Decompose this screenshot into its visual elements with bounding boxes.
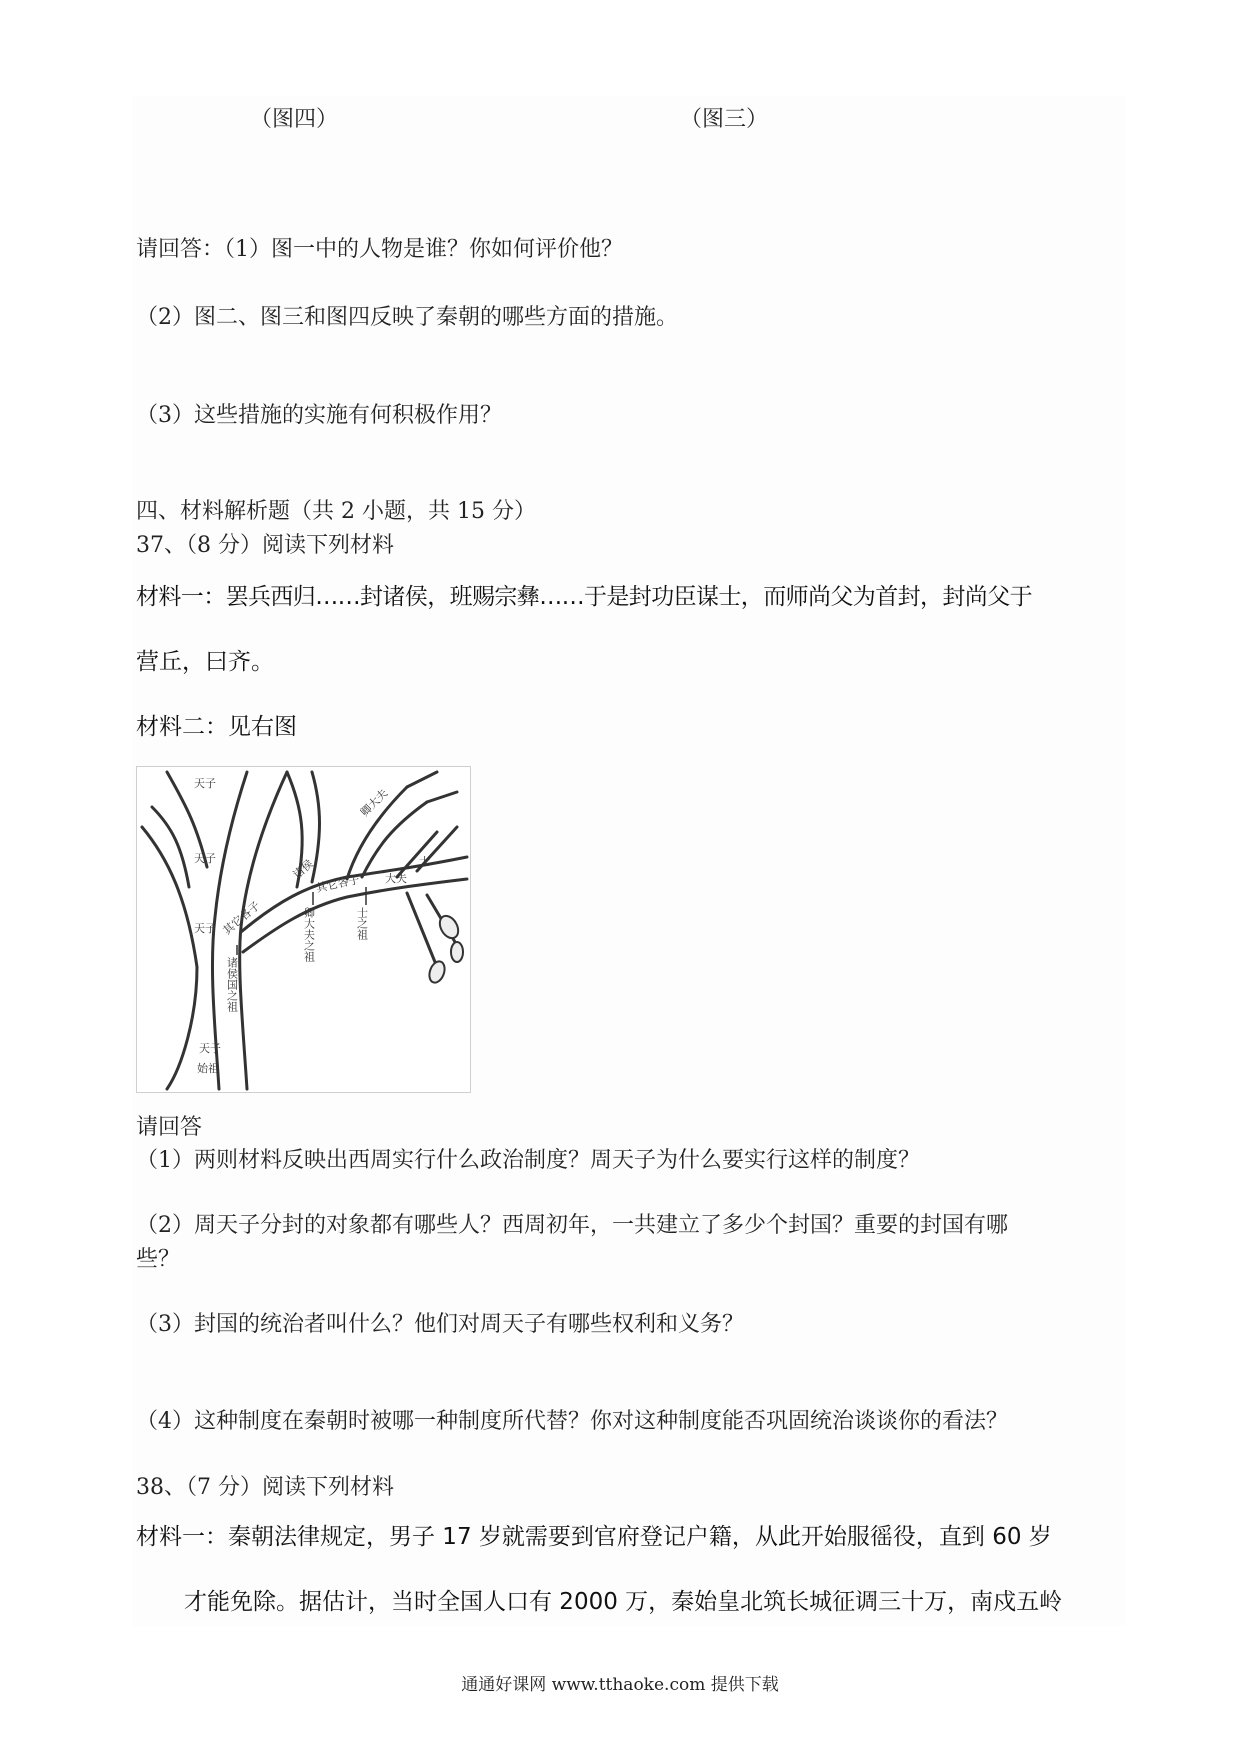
trunk-right-edge xyxy=(240,772,287,1089)
tree-drawing xyxy=(137,767,470,1092)
leaves xyxy=(427,913,463,985)
label-tianzi-2: 天子 xyxy=(194,852,216,865)
section-4-heading: 四、材料解析题（共 2 小题，共 15 分） xyxy=(136,499,536,524)
q37-sub2-line2: 些？ xyxy=(136,1247,181,1272)
label-tianzi-1: 天子 xyxy=(194,777,216,790)
label-qita-zhuzi-1: 其它各子 xyxy=(220,899,263,938)
label-qingdafu-branch: 卿大夫 xyxy=(357,786,391,820)
label-shi-branch: 士 xyxy=(419,855,430,868)
label-shi: 士之祖 xyxy=(355,907,369,940)
q37-sub1: （1）两则材料反映出西周实行什么政治制度？周天子为什么要实行这样的制度？ xyxy=(136,1148,920,1173)
label-qita-zhuzi-2: 其它各子 xyxy=(314,873,361,895)
label-dafu: 大夫 xyxy=(385,872,407,885)
q37-material1-line1: 材料一：罢兵西归……封诸侯，班赐宗彝……于是封功臣谋士，而师尚父为首封，封尚父于 xyxy=(136,584,1033,610)
q37-answer-label: 请回答 xyxy=(136,1115,203,1140)
label-zhuhou-root: 诸侯国之祖 xyxy=(225,957,239,1012)
twig-2 xyxy=(427,792,457,802)
label-tianzi-3: 天子 xyxy=(194,922,216,935)
q37-material2: 材料二：见右图 xyxy=(136,714,297,740)
caption-figure-3: （图三） xyxy=(680,107,769,132)
leaf-3 xyxy=(451,942,463,962)
lineage-tree-figure xyxy=(136,766,471,1093)
leaf-2 xyxy=(427,959,448,984)
label-qingdafu: 卿大夫之祖 xyxy=(302,907,316,962)
q37-sub2-line1: （2）周天子分封的对象都有哪些人？西周初年，一共建立了多少个封国？重要的封国有哪 xyxy=(136,1213,1009,1238)
label-zhuhou: 诸侯 xyxy=(290,857,316,882)
caption-figure-4: （图四） xyxy=(250,107,339,132)
label-shizu: 始祖 xyxy=(197,1062,219,1075)
q37-header: 37、（8 分）阅读下列材料 xyxy=(136,533,394,558)
label-tianzi-base: 天子 xyxy=(199,1042,221,1055)
q37-material1-line2: 营丘，曰齐。 xyxy=(136,649,274,675)
q38-header: 38、（7 分）阅读下列材料 xyxy=(136,1475,394,1500)
footer-credit: 通通好课网 www.tthaoke.com 提供下载 xyxy=(461,1675,779,1695)
q37-sub4: （4）这种制度在秦朝时被哪一种制度所代替？你对这种制度能否巩固统治谈谈你的看法？ xyxy=(136,1409,1009,1434)
twig-1 xyxy=(407,772,437,787)
q36-sub3: （3）这些措施的实施有何积极作用？ xyxy=(136,403,502,428)
q37-sub3: （3）封国的统治者叫什么？他们对周天子有哪些权利和义务？ xyxy=(136,1312,744,1337)
q36-prompt: 请回答：（1）图一中的人物是谁？你如何评价他？ xyxy=(136,237,623,262)
q38-material1-line1: 材料一：秦朝法律规定，男子 17 岁就需要到官府登记户籍，从此开始服徭役，直到 60 岁 xyxy=(136,1524,1052,1550)
q36-sub2: （2）图二、图三和图四反映了秦朝的哪些方面的措施。 xyxy=(136,305,678,330)
q38-material1-line2: 才能免除。据估计，当时全国人口有 2000 万，秦始皇北筑长城征调三十万，南戍五岭 xyxy=(184,1589,1063,1615)
left-branch-2 xyxy=(142,827,197,1089)
